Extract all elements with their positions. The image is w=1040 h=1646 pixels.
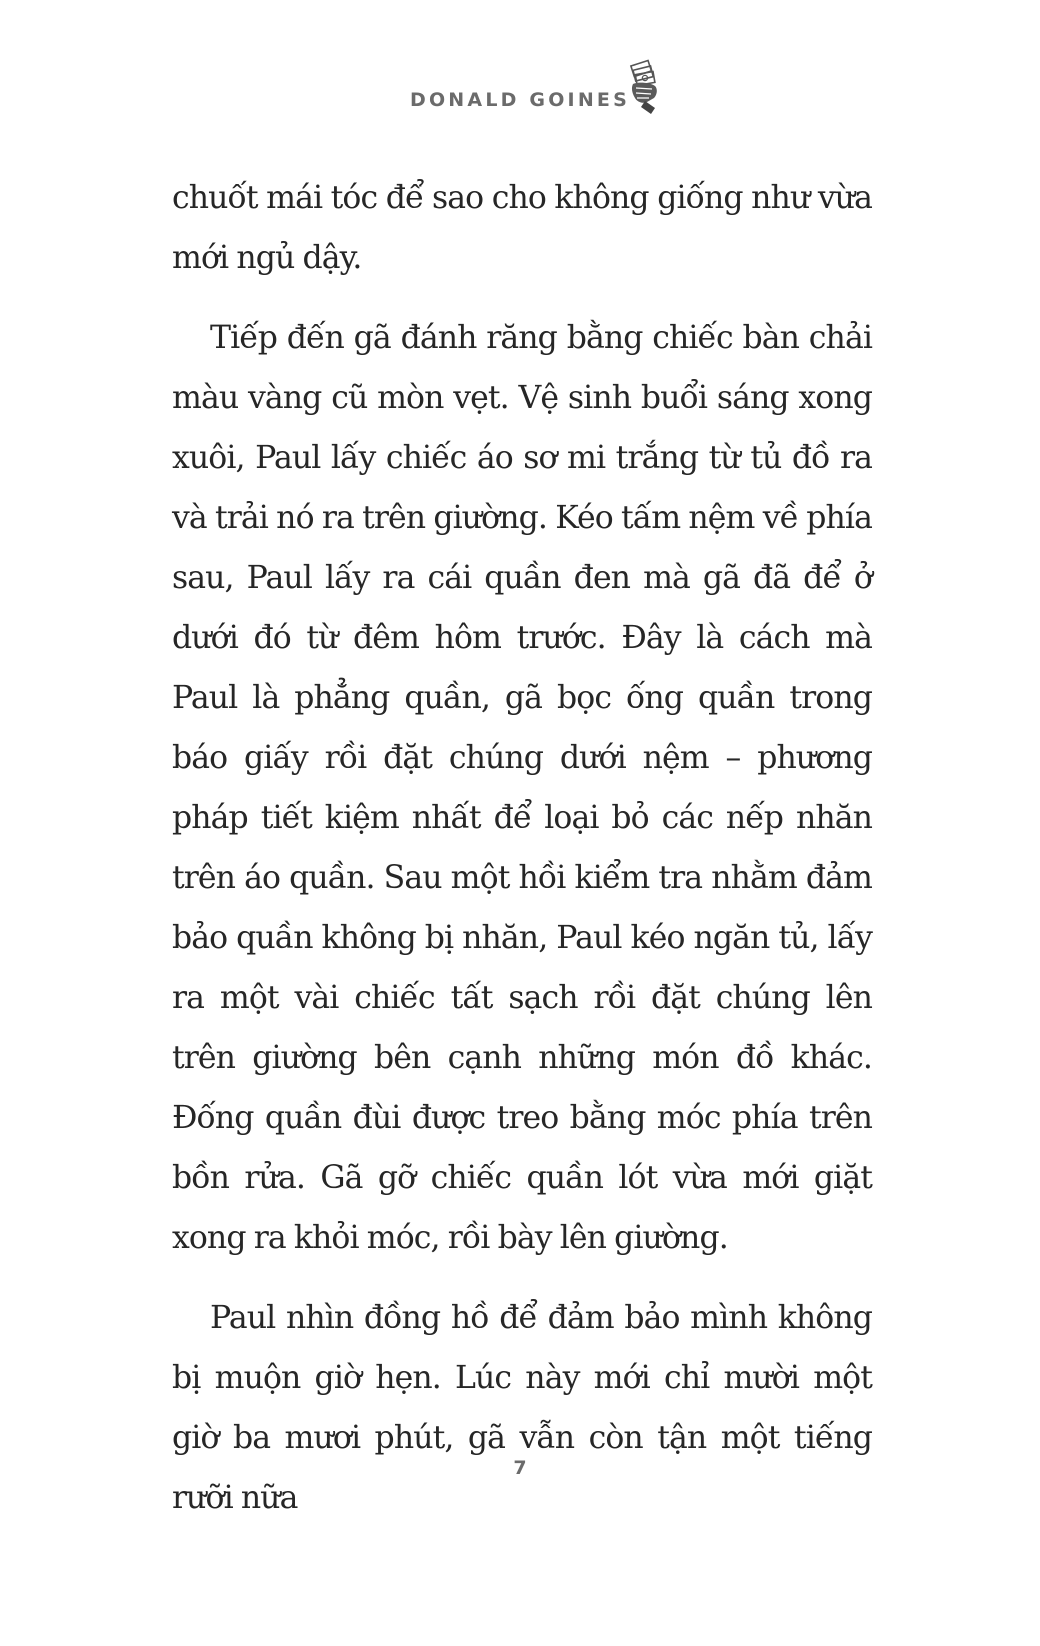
page-number: 7 — [513, 1457, 527, 1479]
paragraph-morning-routine: Tiếp đến gã đánh răng bằng chiếc bàn chải màu vàng cũ mòn vẹt. Vệ sinh buổi sáng xong xuôi, Paul lấy chiếc áo sơ mi trắng từ tủ đồ ra và trải nó ra trên giường. Kéo tấm nệm về phía sau, Paul lấy ra cái quần đen mà gã đã để ở dưới đó từ đêm hôm trước. Đây là cách mà Paul là phẳng quần, gã bọc ống quần trong báo giấy rồi đặt chúng dưới nệm – phương pháp tiết kiệm nhất để loại bỏ các nếp nhăn trên áo quần. Sau một hồi kiểm tra nhằm đảm bảo quần không bị nhăn, Paul kéo ngăn tủ, lấy ra một vài chiếc tất sạch rồi đặt chúng lên trên giường bên cạnh những món đồ khác. Đống quần đùi được treo bằng móc phía trên bồn rửa. Gã gỡ chiếc quần lót vừa mới giặt xong ra khỏi móc, rồi bày lên giường. — [172, 320, 872, 1256]
body-text — [172, 168, 872, 1548]
paragraph-continued: chuốt mái tóc để sao cho không giống như vừa mới ngủ dậy. — [172, 180, 872, 276]
paragraph-clock: Paul nhìn đồng hồ để đảm bảo mình không bị muộn giờ hẹn. Lúc này mới chỉ mười một giờ ba mươi phút, gã vẫn còn tận một tiếng rưỡi nữa — [172, 1300, 872, 1516]
running-head — [0, 58, 1040, 118]
running-head-author: DONALD GOINES — [409, 89, 630, 111]
hand-holding-money-icon — [627, 58, 661, 116]
